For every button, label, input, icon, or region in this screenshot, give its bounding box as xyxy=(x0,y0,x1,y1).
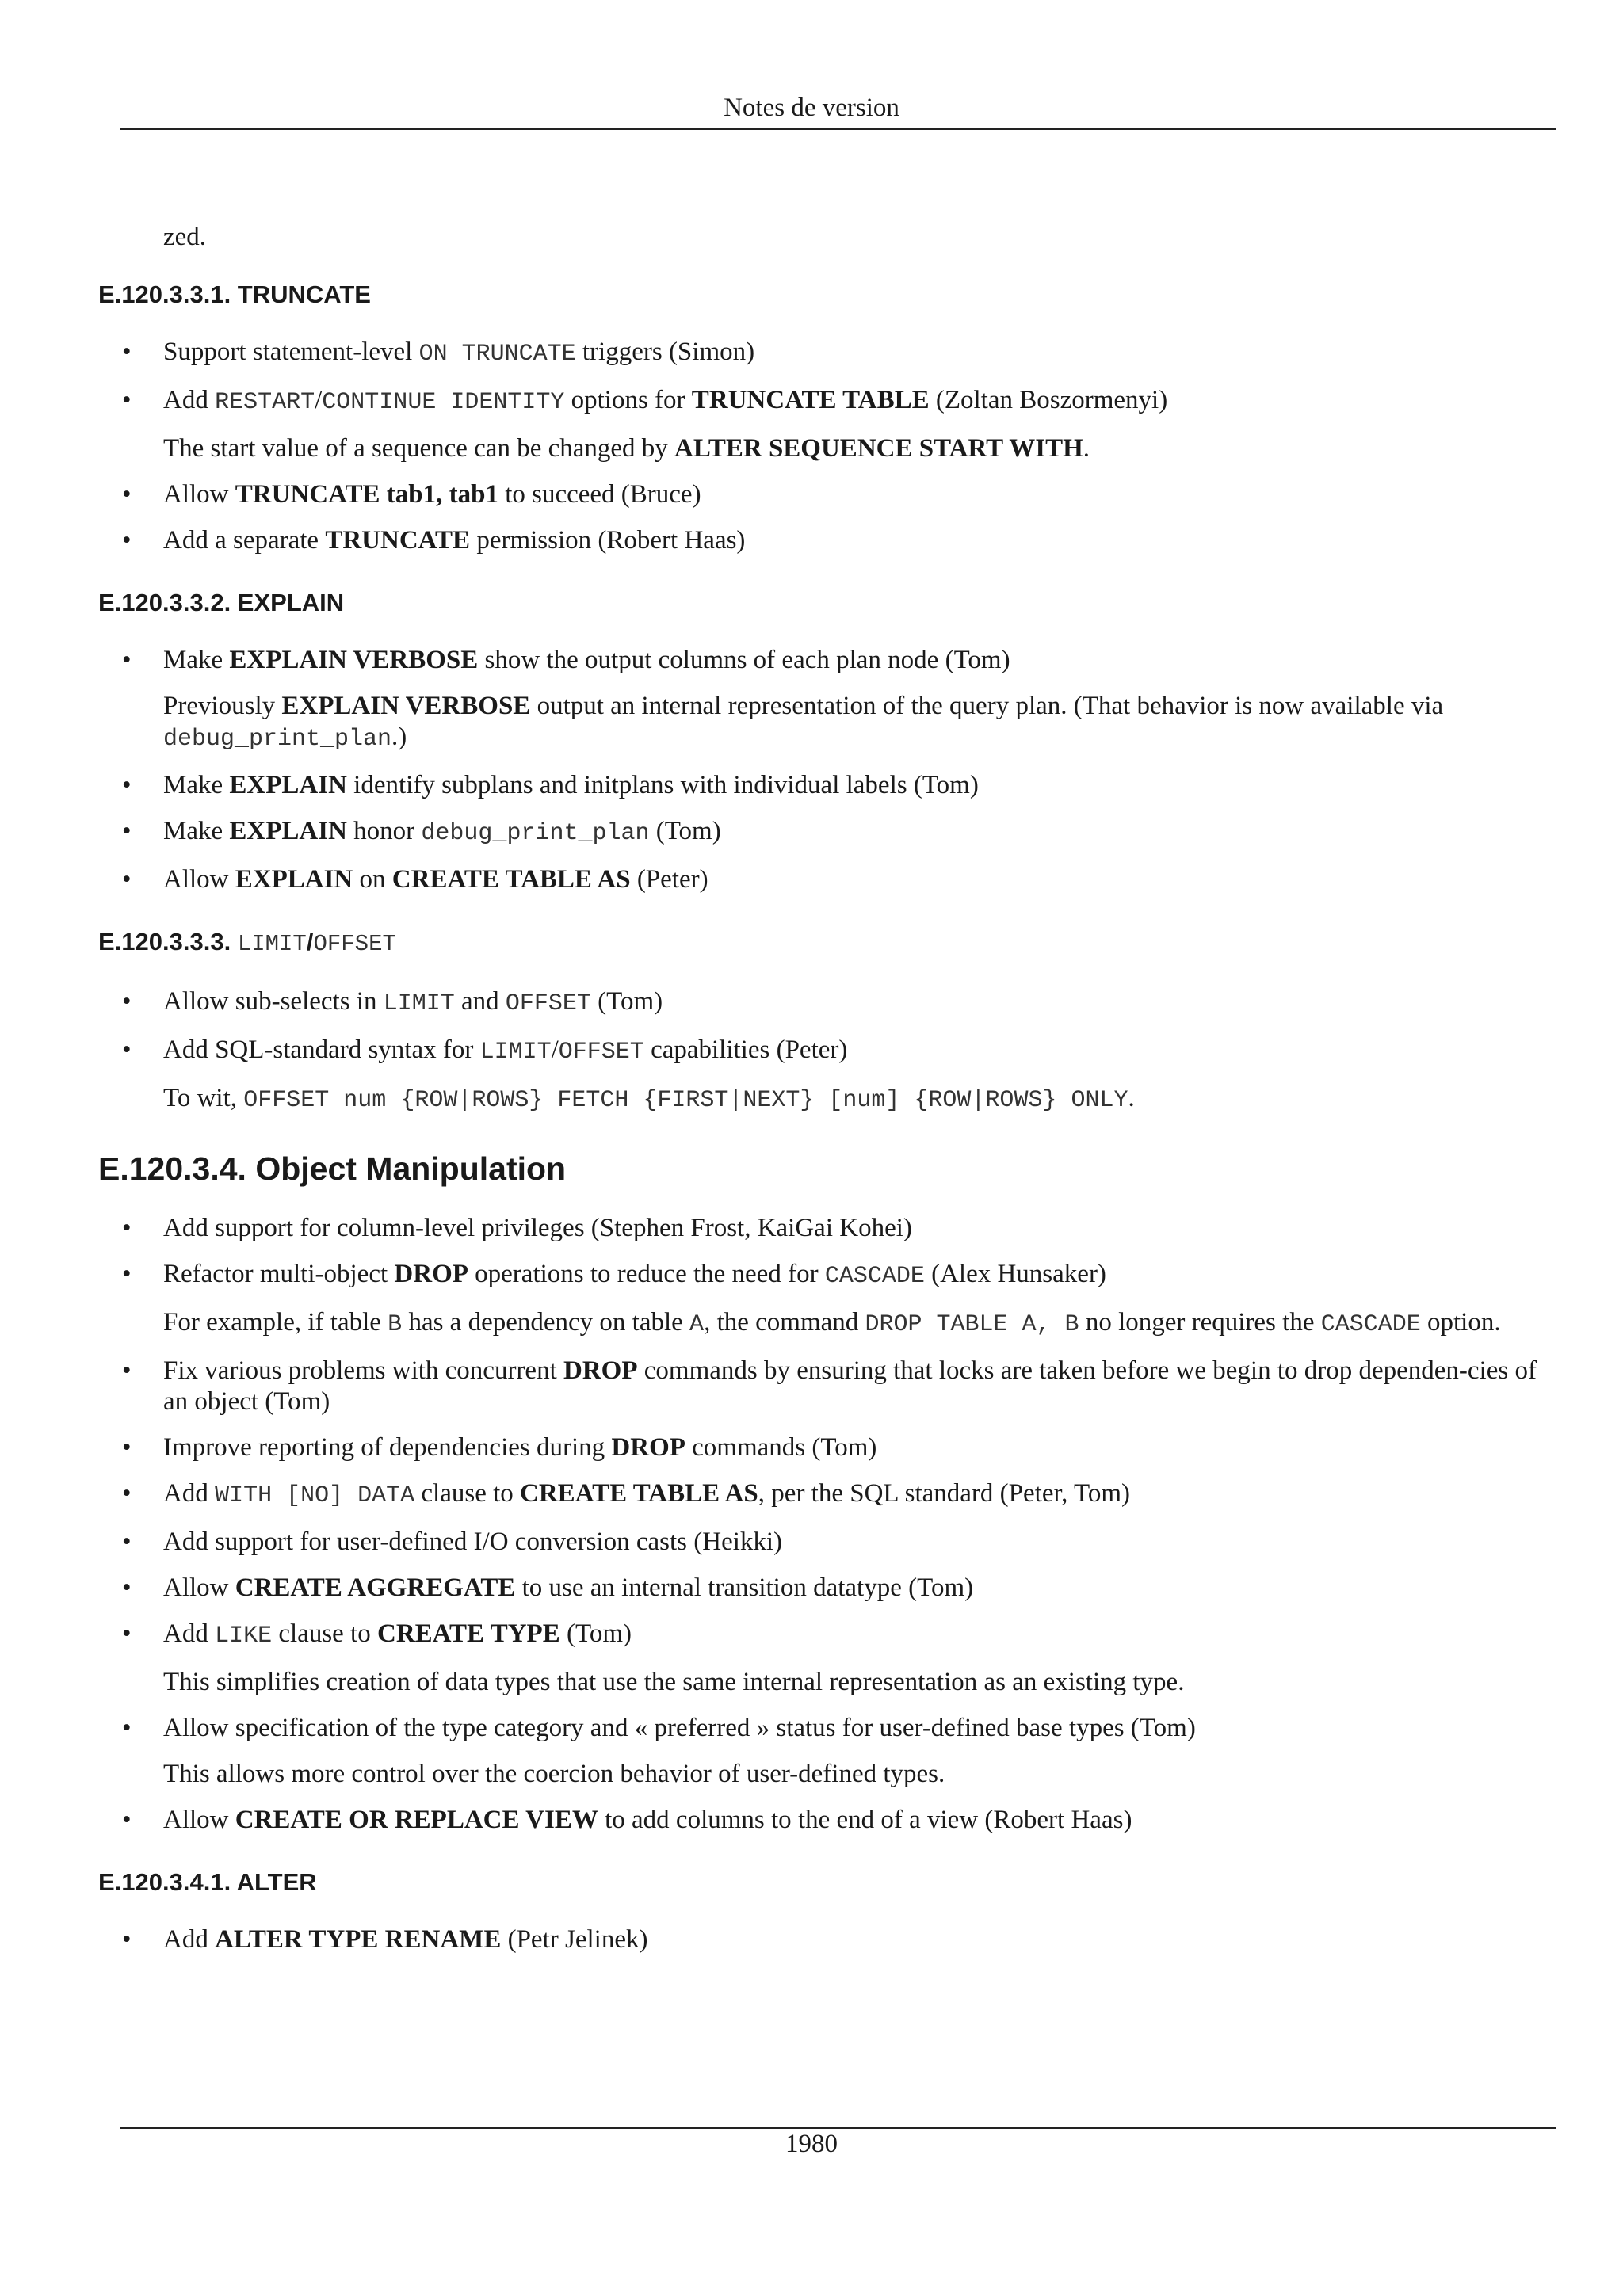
limit-offset-list xyxy=(98,986,1541,1116)
bullet: • xyxy=(122,386,132,414)
list-item: • Add SQL-standard syntax for LIMIT/OFFSET capabilities (Peter) To wit, OFFSET num {ROW|ROWS} FETCH {FIRST|NEXT} [num] {ROW|ROWS} ONLY. xyxy=(98,1035,1541,1116)
section-heading-truncate: E.120.3.3.1. TRUNCATE xyxy=(98,280,371,308)
object-manipulation-list xyxy=(98,1213,1541,1836)
list-item: • Add WITH [NO] DATA clause to CREATE TABLE AS, per the SQL standard (Peter, Tom) xyxy=(122,1479,1131,1509)
section-heading-object-manipulation: E.120.3.4. Object Manipulation xyxy=(98,1150,567,1187)
explain-list xyxy=(98,645,1541,895)
list-item: • Allow CREATE AGGREGATE to use an internal transition datatype (Tom) xyxy=(122,1573,974,1602)
list-item: • Allow TRUNCATE tab1, tab1 to succeed (Bruce) xyxy=(122,480,701,509)
section-heading-explain: E.120.3.3.2. EXPLAIN xyxy=(98,589,345,616)
bullet: • xyxy=(122,771,132,799)
bullet: • xyxy=(122,646,132,674)
page-content xyxy=(98,222,1541,1970)
list-item: • Add LIKE clause to CREATE TYPE (Tom) This simplifies creation of data types that use the same internal representation as an existing type. xyxy=(98,1619,1541,1698)
truncate-list xyxy=(98,337,1541,556)
list-item: • Allow CREATE OR REPLACE VIEW to add columns to the end of a view (Robert Haas) xyxy=(122,1806,1132,1834)
item-note: This allows more control over the coercion behavior of user-defined types. xyxy=(163,1760,945,1788)
list-item: • Improve reporting of dependencies during DROP commands (Tom) xyxy=(122,1433,877,1462)
list-item: • Make EXPLAIN VERBOSE show the output columns of each plan node (Tom) Previously EXPLAIN VERBOSE output an internal representation of the query plan. (That behavior is now available via debug_print_plan.) xyxy=(98,645,1541,755)
item-note: For example, if table B has a dependency on table A, the command DROP TABLE A, B no longer requires the CASCADE option. xyxy=(163,1308,1501,1338)
bullet: • xyxy=(122,1260,132,1288)
bullet: • xyxy=(122,817,132,845)
list-item: • Allow EXPLAIN on CREATE TABLE AS (Peter) xyxy=(122,865,708,894)
item-note: Previously EXPLAIN VERBOSE output an internal representation of the query plan. (That behavior is now available via debug_print_plan.) xyxy=(163,692,1444,753)
bullet: • xyxy=(122,1619,132,1648)
list-item: • Add a separate TRUNCATE permission (Robert Haas) xyxy=(122,526,746,555)
page-number: 1980 xyxy=(785,2130,838,2158)
bullet: • xyxy=(122,338,132,366)
running-header: Notes de version xyxy=(724,93,899,122)
alter-list xyxy=(98,1924,1541,1955)
continued-text: zed. xyxy=(163,223,207,251)
header-rule xyxy=(120,128,1556,130)
bullet: • xyxy=(122,1527,132,1556)
list-item: • Add ALTER TYPE RENAME (Petr Jelinek) xyxy=(122,1925,648,1954)
bullet: • xyxy=(122,1573,132,1602)
list-item: • Allow sub-selects in LIMIT and OFFSET (Tom) xyxy=(122,987,663,1017)
bullet: • xyxy=(122,1806,132,1834)
list-item: • Refactor multi-object DROP operations to reduce the need for CASCADE (Alex Hunsaker) For example, if table B has a dependency on table A, the command DROP TABLE A, B no longer requires the CASCADE option. xyxy=(98,1259,1541,1341)
list-item: • Support statement-level ON TRUNCATE triggers (Simon) xyxy=(122,338,755,368)
list-item: • Allow specification of the type category and « preferred » status for user-defined base types (Tom) This allows more control over the coercion behavior of user-defined types. xyxy=(98,1713,1541,1790)
bullet: • xyxy=(122,1035,132,1064)
item-note: To wit, OFFSET num {ROW|ROWS} FETCH {FIRST|NEXT} [num] {ROW|ROWS} ONLY. xyxy=(163,1084,1135,1114)
section-heading-alter: E.120.3.4.1. ALTER xyxy=(98,1868,317,1896)
bullet: • xyxy=(122,1479,132,1508)
bullet: • xyxy=(122,865,132,894)
bullet: • xyxy=(122,1433,132,1462)
list-item: • Add support for user-defined I/O conversion casts (Heikki) xyxy=(122,1527,783,1556)
bullet: • xyxy=(122,1214,132,1242)
list-item: • Make EXPLAIN honor debug_print_plan (Tom) xyxy=(122,817,721,847)
list-item: • Add RESTART/CONTINUE IDENTITY options for TRUNCATE TABLE (Zoltan Boszormenyi) The start value of a sequence can be changed by ALTER SEQUENCE START WITH. xyxy=(98,385,1541,464)
bullet: • xyxy=(122,480,132,509)
bullet: • xyxy=(122,1714,132,1742)
bullet: • xyxy=(122,987,132,1016)
item-note: This simplifies creation of data types that use the same internal representation as an existing type. xyxy=(163,1668,1185,1696)
section-heading-limit-offset: E.120.3.3.3. LIMIT/OFFSET xyxy=(98,928,396,957)
bullet: • xyxy=(122,1925,132,1954)
list-item: • Make EXPLAIN identify subplans and initplans with individual labels (Tom) xyxy=(122,771,979,799)
bullet: • xyxy=(122,526,132,555)
list-item: • Fix various problems with concurrent DROP commands by ensuring that locks are taken before we begin to drop dependen-cies of an object (Tom) xyxy=(122,1356,1537,1416)
item-note: The start value of a sequence can be changed by ALTER SEQUENCE START WITH. xyxy=(163,434,1090,463)
bullet: • xyxy=(122,1356,132,1385)
list-item: • Add support for column-level privileges (Stephen Frost, KaiGai Kohei) xyxy=(122,1214,912,1242)
